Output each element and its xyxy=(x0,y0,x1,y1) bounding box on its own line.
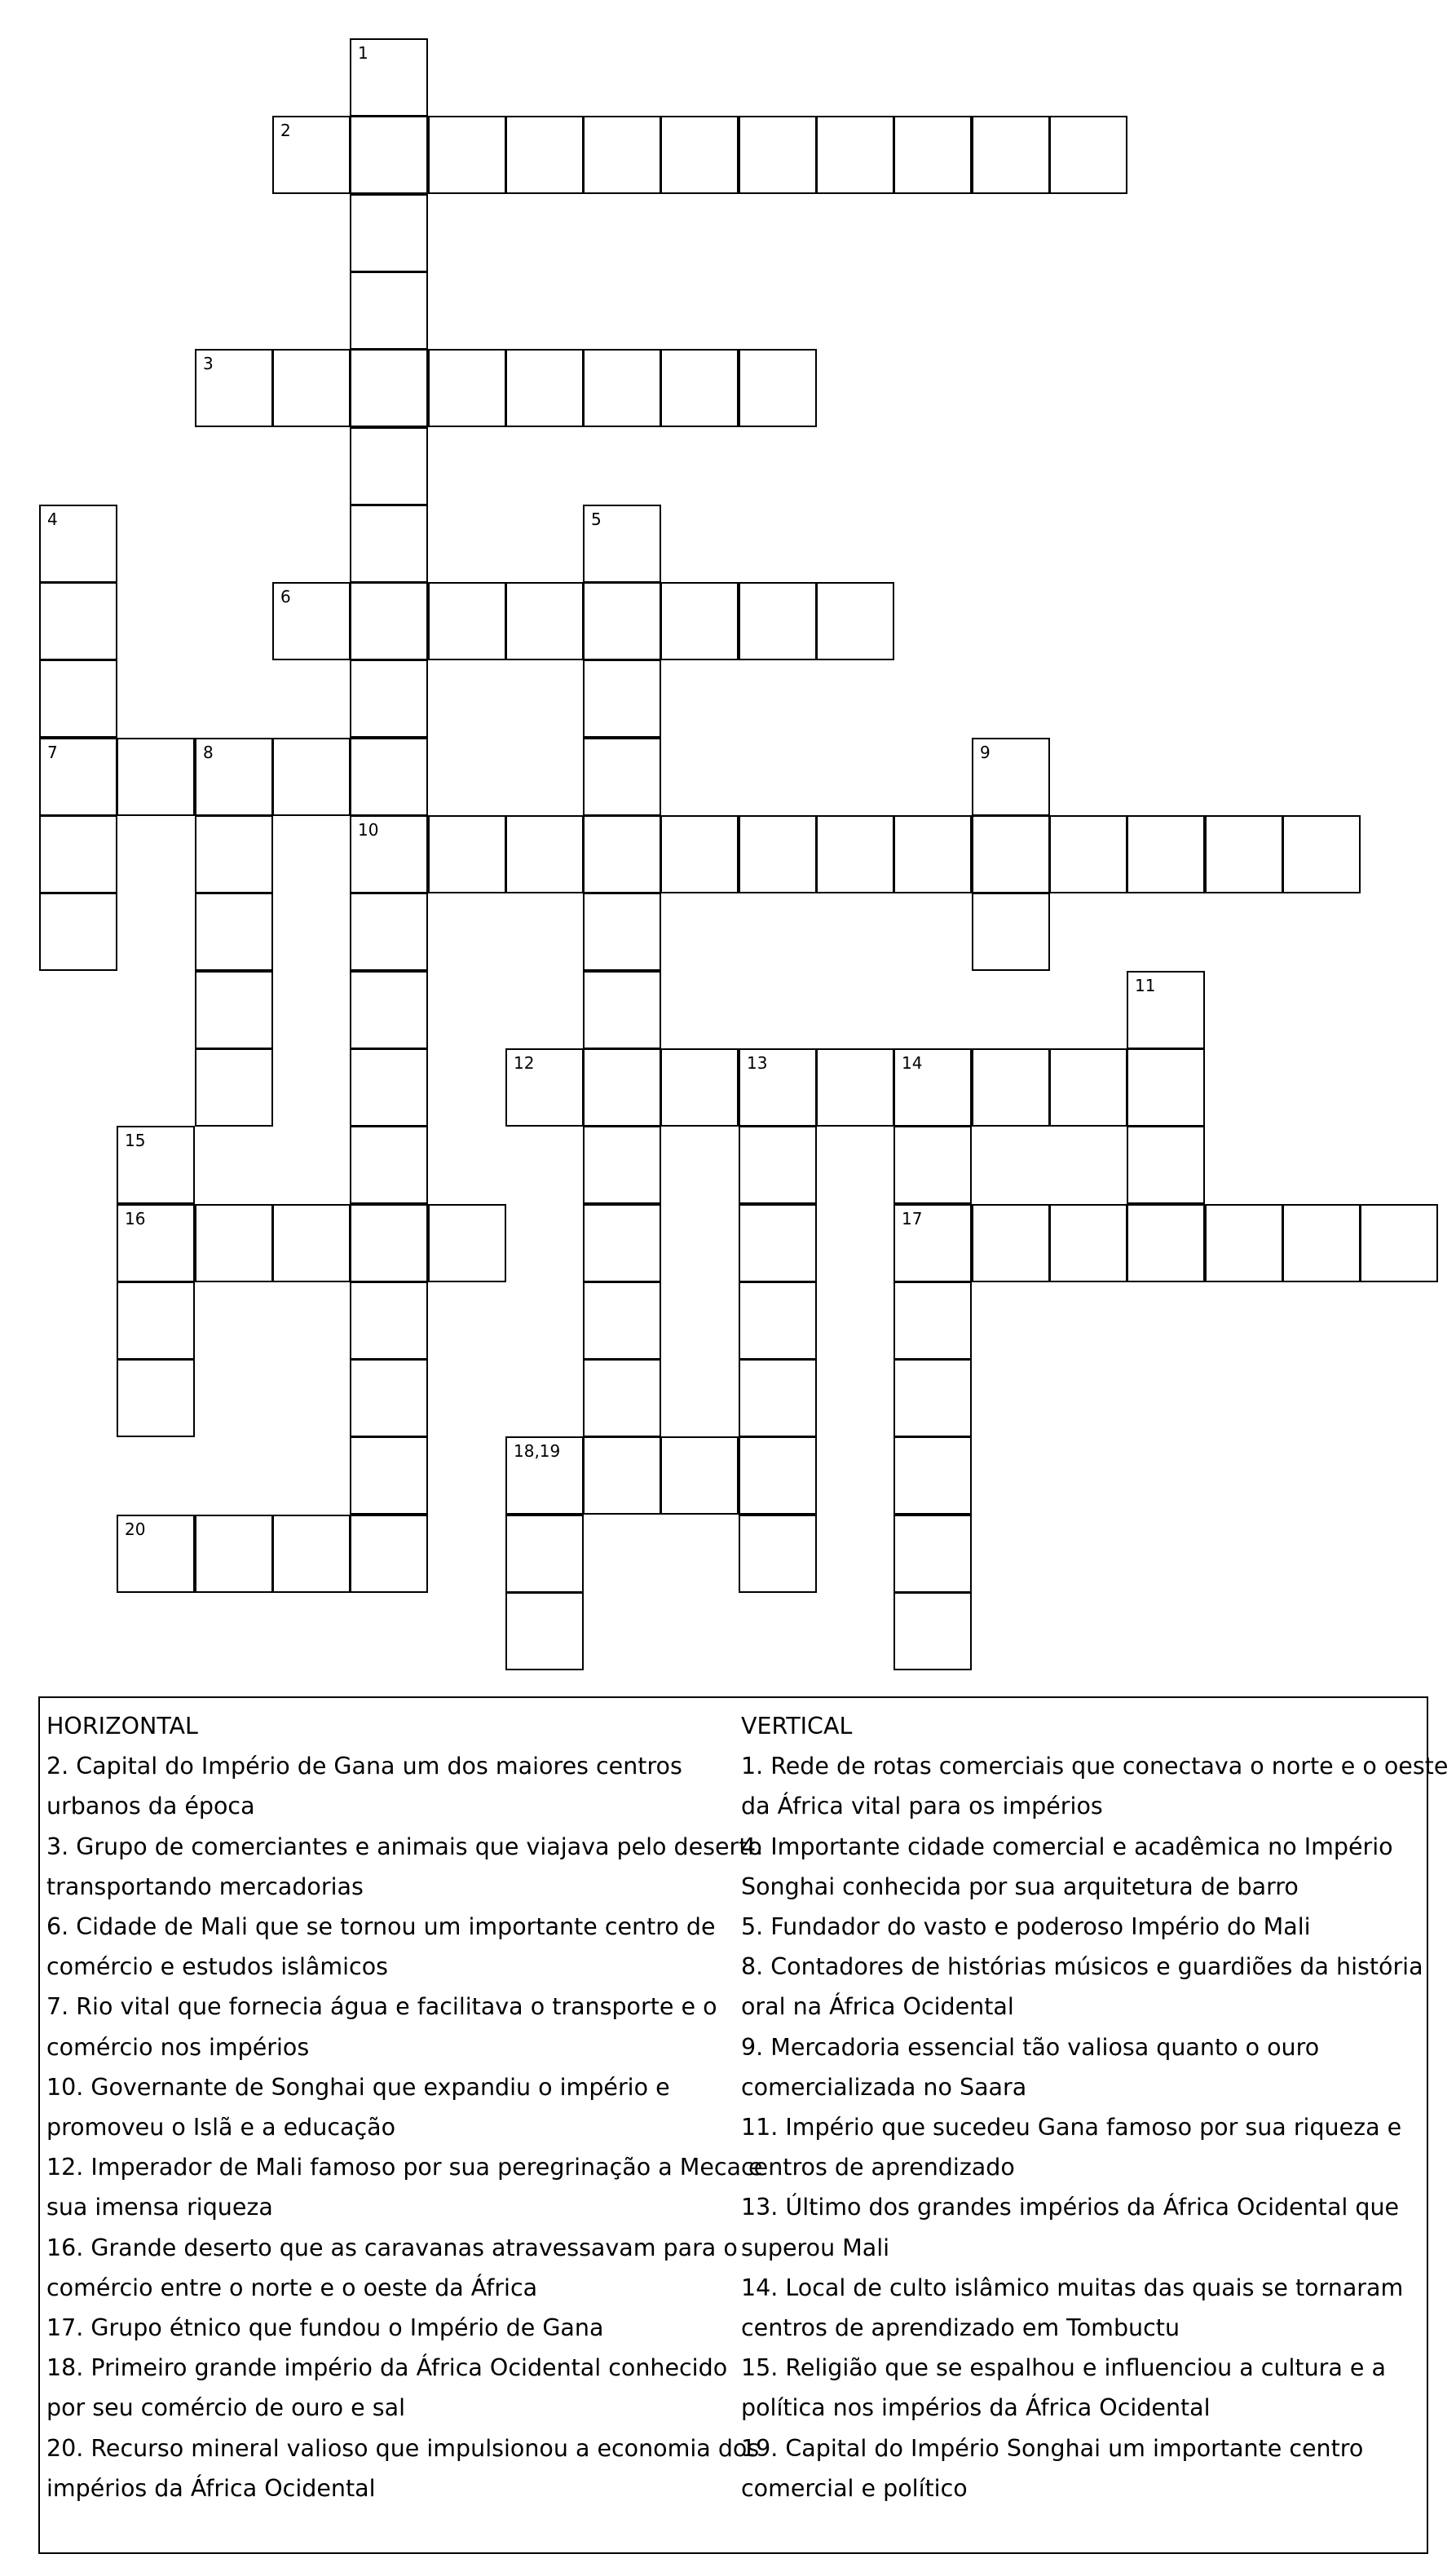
crossword-cell[interactable] xyxy=(350,427,428,505)
across-clue-line: sua imensa riqueza xyxy=(46,2194,273,2221)
crossword-cell[interactable] xyxy=(660,1048,739,1127)
crossword-cell[interactable] xyxy=(660,815,739,893)
across-clues xyxy=(46,1706,763,2508)
crossword-cell[interactable] xyxy=(117,1359,195,1437)
down-clue-line: comercial e político xyxy=(741,2474,968,2502)
down-clue-line: 5. Fundador do vasto e poderoso Império do Mali xyxy=(741,1913,1311,1941)
crossword-cell[interactable] xyxy=(893,1281,972,1360)
crossword-cell[interactable] xyxy=(195,349,273,427)
crossword-cell[interactable] xyxy=(117,1126,195,1204)
clue-number: 6 xyxy=(280,587,291,607)
crossword-cell[interactable] xyxy=(195,1048,273,1127)
crossword-cell[interactable] xyxy=(428,349,506,427)
crossword-cell[interactable] xyxy=(583,582,661,660)
down-clue-line: Songhai conhecida por sua arquitetura de barro xyxy=(741,1872,1299,1900)
crossword-cell[interactable] xyxy=(739,582,817,660)
down-clue-line: comercializada no Saara xyxy=(741,2073,1027,2101)
crossword-cell[interactable] xyxy=(505,1515,584,1593)
crossword-cell[interactable] xyxy=(972,893,1050,971)
crossword-cell[interactable] xyxy=(39,659,117,738)
crossword-cell[interactable] xyxy=(583,505,661,583)
crossword-cell[interactable] xyxy=(583,116,661,194)
crossword-cell[interactable] xyxy=(350,271,428,350)
crossword-cell[interactable] xyxy=(583,1048,661,1127)
across-clue-line: comércio nos impérios xyxy=(46,2033,310,2061)
crossword-cell[interactable] xyxy=(1049,1204,1127,1282)
across-clue-line: comércio e estudos islâmicos xyxy=(46,1953,389,1981)
crossword-cell[interactable] xyxy=(39,815,117,893)
crossword-cell[interactable] xyxy=(350,1048,428,1127)
crossword-cell[interactable] xyxy=(272,116,351,194)
crossword-cell[interactable] xyxy=(1127,1048,1205,1127)
clue-number: 15 xyxy=(125,1131,146,1150)
crossword-cell[interactable] xyxy=(739,815,817,893)
across-clue-line: promoveu o Islã e a educação xyxy=(46,2114,396,2142)
clue-number: 13 xyxy=(747,1053,768,1073)
crossword-cell[interactable] xyxy=(350,738,428,816)
crossword-cell[interactable] xyxy=(583,971,661,1049)
clue-number: 17 xyxy=(902,1209,923,1228)
clue-number: 10 xyxy=(358,820,379,840)
crossword-cell[interactable] xyxy=(816,1048,894,1127)
crossword-cell[interactable] xyxy=(816,815,894,893)
crossword-cell[interactable] xyxy=(428,582,506,660)
crossword-cell[interactable] xyxy=(350,1126,428,1204)
down-clues xyxy=(741,1706,1448,2508)
crossword-cell[interactable] xyxy=(272,1204,351,1282)
across-clue-line: 3. Grupo de comerciantes e animais que viajava pelo deserto xyxy=(46,1833,762,1860)
across-clue-line: comércio entre o norte e o oeste da África xyxy=(46,2274,538,2301)
crossword-cell[interactable] xyxy=(583,349,661,427)
clues-box xyxy=(38,1696,1449,2554)
crossword-cell[interactable] xyxy=(739,1126,817,1204)
crossword-cell[interactable] xyxy=(350,1359,428,1437)
crossword-cell[interactable] xyxy=(350,349,428,427)
crossword-cell[interactable] xyxy=(39,738,117,816)
crossword-cell[interactable] xyxy=(1205,815,1283,893)
crossword-cell[interactable] xyxy=(583,1436,661,1515)
clue-number: 7 xyxy=(47,743,58,762)
clue-number: 14 xyxy=(902,1053,923,1073)
crossword-cell[interactable] xyxy=(350,1204,428,1282)
crossword-cell[interactable] xyxy=(117,1204,195,1282)
crossword-cell[interactable] xyxy=(195,815,273,893)
crossword-cell[interactable] xyxy=(583,738,661,816)
down-clue-heading: VERTICAL xyxy=(741,1713,853,1740)
crossword-cell[interactable] xyxy=(893,1515,972,1593)
crossword-cell[interactable] xyxy=(39,505,117,583)
crossword-cell[interactable] xyxy=(583,1126,661,1204)
crossword-cell[interactable] xyxy=(972,1204,1050,1282)
across-clue-line: transportando mercadorias xyxy=(46,1872,364,1900)
crossword-cell[interactable] xyxy=(1127,815,1205,893)
crossword-cell[interactable] xyxy=(428,815,506,893)
crossword-cell[interactable] xyxy=(660,349,739,427)
crossword-cell[interactable] xyxy=(972,738,1050,816)
crossword-cell[interactable] xyxy=(505,815,584,893)
across-clue-heading: HORIZONTAL xyxy=(46,1713,198,1740)
crossword-cell[interactable] xyxy=(739,1204,817,1282)
crossword-cell[interactable] xyxy=(893,1592,972,1670)
clue-number: 3 xyxy=(203,354,214,373)
down-clue-line: 11. Império que sucedeu Gana famoso por sua riqueza e xyxy=(741,2114,1402,2142)
clue-number: 20 xyxy=(125,1520,146,1539)
crossword-cell[interactable] xyxy=(739,1359,817,1437)
crossword-cell[interactable] xyxy=(583,659,661,738)
clue-number: 9 xyxy=(980,743,991,762)
crossword-cell[interactable] xyxy=(1282,815,1361,893)
crossword-cell[interactable] xyxy=(117,1281,195,1360)
down-clue-line: 14. Local de culto islâmico muitas das quais se tornaram xyxy=(741,2274,1404,2301)
down-clue-line: 15. Religião que se espalhou e influenciou a cultura e a xyxy=(741,2354,1386,2382)
crossword-cell[interactable] xyxy=(350,971,428,1049)
crossword-cell[interactable] xyxy=(739,1281,817,1360)
crossword-cell[interactable] xyxy=(272,738,351,816)
crossword-cell[interactable] xyxy=(350,815,428,893)
down-clue-line: 19. Capital do Império Songhai um importante centro xyxy=(741,2434,1364,2462)
crossword-cell[interactable] xyxy=(1360,1204,1438,1282)
clue-number: 2 xyxy=(280,121,291,140)
crossword-cell[interactable] xyxy=(739,116,817,194)
crossword-cell[interactable] xyxy=(195,1204,273,1282)
crossword-cell[interactable] xyxy=(1049,116,1127,194)
across-clue-line: 6. Cidade de Mali que se tornou um importante centro de xyxy=(46,1913,716,1941)
crossword-cell[interactable] xyxy=(195,738,273,816)
down-clue-line: oral na África Ocidental xyxy=(741,1993,1014,2021)
crossword-cell[interactable] xyxy=(893,1204,972,1282)
clue-number: 1 xyxy=(358,43,368,63)
across-clue-line: urbanos da época xyxy=(46,1793,255,1820)
crossword-cell[interactable] xyxy=(428,116,506,194)
crossword-cell[interactable] xyxy=(816,116,894,194)
clue-number: 5 xyxy=(591,509,602,529)
crossword-cell[interactable] xyxy=(428,1204,506,1282)
crossword-cell[interactable] xyxy=(1127,1204,1205,1282)
crossword-cell[interactable] xyxy=(195,893,273,971)
crossword-cell[interactable] xyxy=(583,1204,661,1282)
clue-number: 11 xyxy=(1135,976,1156,995)
crossword-cell[interactable] xyxy=(1049,815,1127,893)
down-clue-line: 9. Mercadoria essencial tão valiosa quanto o ouro xyxy=(741,2033,1320,2061)
crossword-cell[interactable] xyxy=(350,194,428,272)
crossword-cell[interactable] xyxy=(739,349,817,427)
crossword-cell[interactable] xyxy=(739,1515,817,1593)
crossword-cell[interactable] xyxy=(350,1281,428,1360)
across-clue-line: 12. Imperador de Mali famoso por sua peregrinação a Meca e xyxy=(46,2154,763,2181)
crossword-cell[interactable] xyxy=(39,893,117,971)
crossword-cell[interactable] xyxy=(893,116,972,194)
crossword-cell[interactable] xyxy=(972,116,1050,194)
across-clue-line: 10. Governante de Songhai que expandiu o império e xyxy=(46,2073,670,2101)
across-clue-line: 2. Capital do Império de Gana um dos maiores centros xyxy=(46,1753,682,1780)
crossword-cell[interactable] xyxy=(195,971,273,1049)
crossword-cell[interactable] xyxy=(583,1359,661,1437)
crossword-cell[interactable] xyxy=(739,1048,817,1127)
clue-number: 8 xyxy=(203,743,214,762)
clue-number: 18,19 xyxy=(514,1441,561,1461)
down-clue-line: 1. Rede de rotas comerciais que conectava o norte e o oeste xyxy=(741,1753,1449,1780)
crossword-cell[interactable] xyxy=(660,582,739,660)
crossword-cell[interactable] xyxy=(816,582,894,660)
down-clue-line: centros de aprendizado em Tombuctu xyxy=(741,2314,1180,2342)
crossword-cell[interactable] xyxy=(739,1436,817,1515)
crossword-cell[interactable] xyxy=(972,815,1050,893)
across-clue-line: 7. Rio vital que fornecia água e facilitava o transporte e o xyxy=(46,1993,717,2021)
crossword-cell[interactable] xyxy=(350,38,428,117)
crossword-cell[interactable] xyxy=(893,1126,972,1204)
crossword-cell[interactable] xyxy=(117,738,195,816)
down-clue-line: centros de aprendizado xyxy=(741,2154,1015,2181)
crossword-cell[interactable] xyxy=(350,659,428,738)
crossword-cell[interactable] xyxy=(272,349,351,427)
crossword-cell[interactable] xyxy=(1127,971,1205,1049)
down-clue-line: superou Mali xyxy=(741,2234,890,2261)
crossword-cell[interactable] xyxy=(505,1436,584,1515)
across-clue-line: impérios da África Ocidental xyxy=(46,2474,376,2502)
down-clue-line: 13. Último dos grandes impérios da África Ocidental que xyxy=(741,2194,1400,2221)
crossword-cell[interactable] xyxy=(39,582,117,660)
crossword-cell[interactable] xyxy=(272,1515,351,1593)
crossword-cell[interactable] xyxy=(660,116,739,194)
crossword-cell[interactable] xyxy=(350,1436,428,1515)
down-clue-line: política nos impérios da África Ocidental xyxy=(741,2394,1211,2422)
crossword-cell[interactable] xyxy=(117,1515,195,1593)
crossword-cell[interactable] xyxy=(505,582,584,660)
crossword-cell[interactable] xyxy=(350,505,428,583)
clue-number: 12 xyxy=(514,1053,535,1073)
across-clue-line: 20. Recurso mineral valioso que impulsionou a economia dos xyxy=(46,2434,760,2462)
crossword-cell[interactable] xyxy=(350,893,428,971)
crossword-cell[interactable] xyxy=(660,1436,739,1515)
crossword-cell[interactable] xyxy=(893,1359,972,1437)
across-clue-line: 17. Grupo étnico que fundou o Império de Gana xyxy=(46,2314,604,2342)
crossword-cell[interactable] xyxy=(505,349,584,427)
crossword-cell[interactable] xyxy=(272,582,351,660)
crossword-cell[interactable] xyxy=(350,116,428,194)
crossword-cell[interactable] xyxy=(583,893,661,971)
across-clue-line: por seu comércio de ouro e sal xyxy=(46,2394,405,2422)
across-clue-line: 18. Primeiro grande império da África Ocidental conhecido xyxy=(46,2354,728,2382)
clue-number: 4 xyxy=(47,509,58,529)
crossword-cell[interactable] xyxy=(195,1515,273,1593)
crossword-cell[interactable] xyxy=(1282,1204,1361,1282)
crossword-cell[interactable] xyxy=(1049,1048,1127,1127)
down-clue-line: 4. Importante cidade comercial e acadêmica no Império xyxy=(741,1833,1393,1860)
clue-number: 16 xyxy=(125,1209,146,1228)
crossword-cell[interactable] xyxy=(972,1048,1050,1127)
crossword-cell[interactable] xyxy=(350,1515,428,1593)
crossword-cell[interactable] xyxy=(893,815,972,893)
crossword-cell[interactable] xyxy=(505,1048,584,1127)
crossword-cell[interactable] xyxy=(583,815,661,893)
crossword-cell[interactable] xyxy=(893,1436,972,1515)
crossword-cell[interactable] xyxy=(583,1281,661,1360)
down-clue-line: da África vital para os impérios xyxy=(741,1793,1103,1820)
crossword-cell[interactable] xyxy=(1205,1204,1283,1282)
across-clue-line: 16. Grande deserto que as caravanas atravessavam para o xyxy=(46,2234,738,2261)
crossword-cell[interactable] xyxy=(350,582,428,660)
crossword-cell[interactable] xyxy=(505,1592,584,1670)
down-clue-line: 8. Contadores de histórias músicos e guardiões da história xyxy=(741,1953,1423,1981)
crossword-cell[interactable] xyxy=(505,116,584,194)
crossword-cell[interactable] xyxy=(893,1048,972,1127)
crossword-cell[interactable] xyxy=(1127,1126,1205,1204)
